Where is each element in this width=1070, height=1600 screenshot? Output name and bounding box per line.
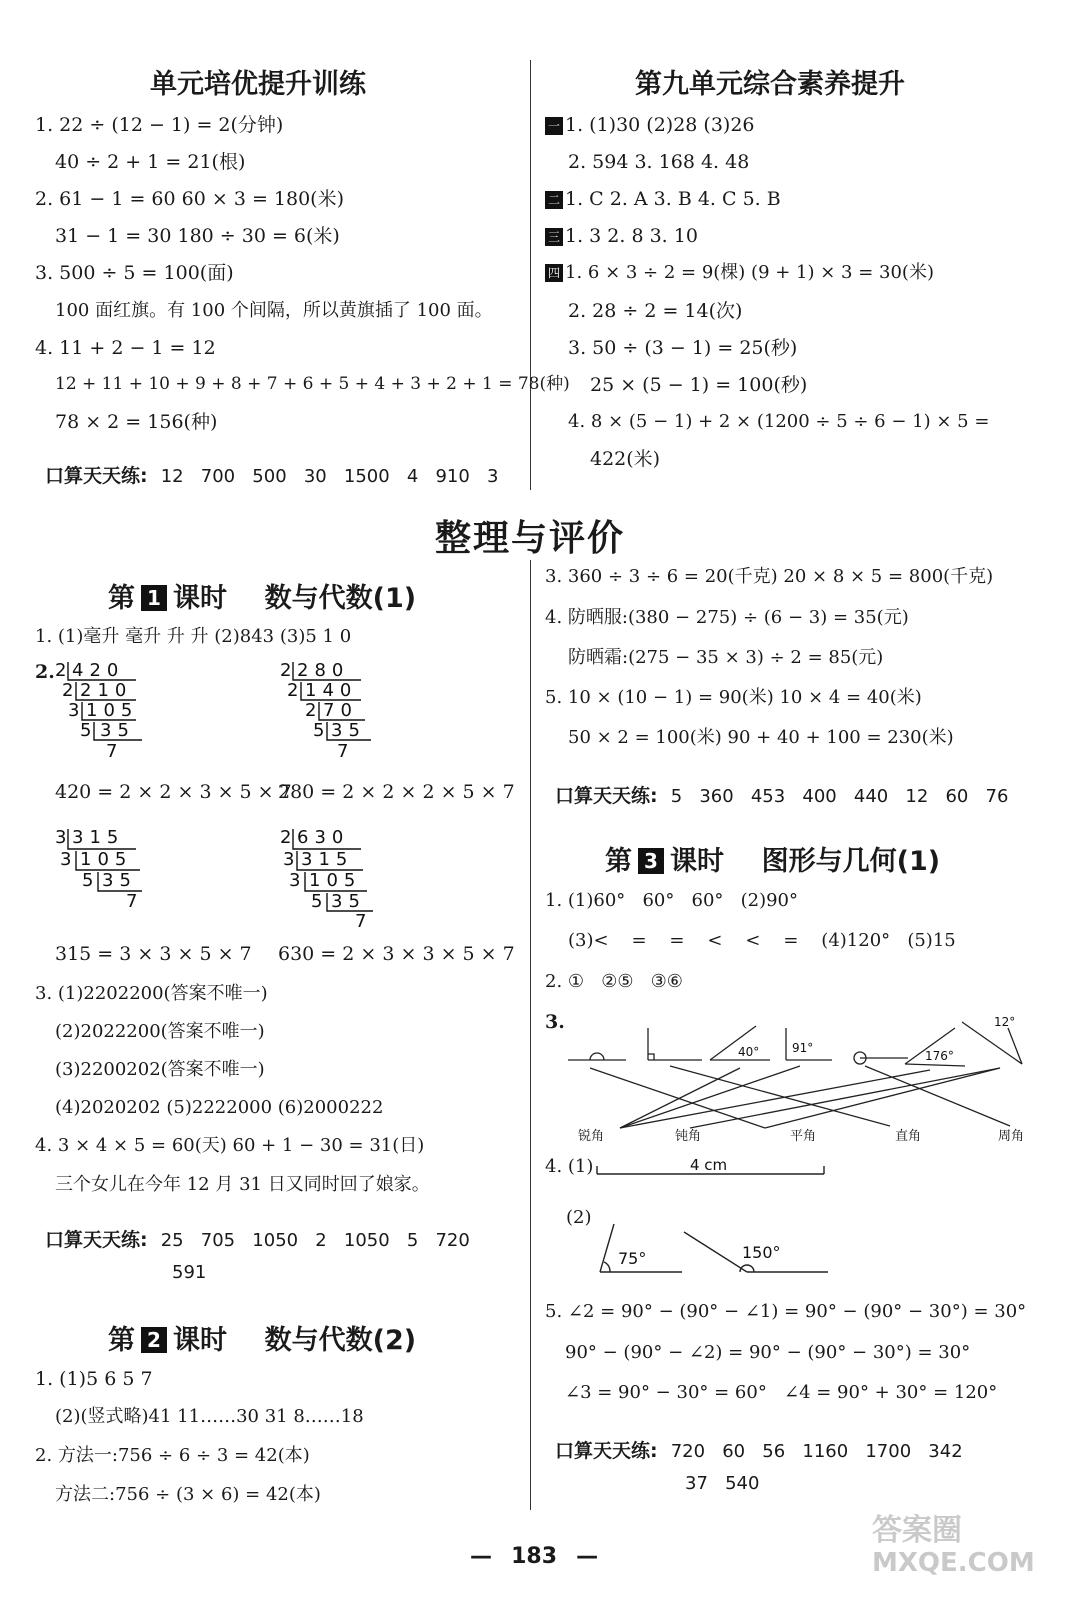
angle-label: 176° xyxy=(925,1049,954,1063)
answer-line: ∠3 = 90° − 30° = 60° ∠4 = 90° + 30° = 120° xyxy=(565,1382,998,1403)
answer-line: 100 面红旗。有 100 个间隔，所以黄旗插了 100 面。 xyxy=(55,300,493,321)
quotient: 35 xyxy=(331,891,366,912)
answer-line: 3. 500 ÷ 5 = 100(面) xyxy=(35,262,234,284)
lesson-suffix: 课时 数与代数(2) xyxy=(173,1325,417,1356)
page-number: 183 xyxy=(511,1544,558,1569)
answer-line: 3. 360 ÷ 3 ÷ 6 = 20(千克) 20 × 8 × 5 = 800(千克) xyxy=(545,566,994,587)
angle-type-label: 直角 xyxy=(895,1129,922,1143)
quotient: 35 xyxy=(102,870,137,891)
quotient: 35 xyxy=(100,720,135,741)
answer-line: 3. 50 ÷ (3 − 1) = 25(秒) xyxy=(568,337,798,359)
answer-line: 4. 11 + 2 − 1 = 12 xyxy=(35,337,216,359)
answer-line: 40 ÷ 2 + 1 = 21(根) xyxy=(55,151,246,173)
angle-type-label: 平角 xyxy=(790,1129,817,1143)
quotient: 210 xyxy=(80,680,133,701)
column-divider-top xyxy=(530,60,531,490)
measure-label: 4 cm xyxy=(690,1156,728,1174)
question-label: (2) xyxy=(566,1207,592,1228)
mental-math-values: 25 705 1050 2 1050 5 720 xyxy=(160,1230,470,1251)
answer-line: 2. 61 − 1 = 60 60 × 3 = 180(米) xyxy=(35,188,345,210)
mental-math-row xyxy=(555,781,1008,808)
short-division-315 xyxy=(50,825,190,915)
factorization: 280 = 2 × 2 × 2 × 5 × 7 xyxy=(278,781,515,803)
remainder: 7 xyxy=(126,891,138,912)
mental-math-values: 5 360 453 400 440 12 60 76 xyxy=(670,786,1009,807)
quotient: 105 xyxy=(86,700,139,721)
section-mark: 二 xyxy=(545,191,563,209)
lesson-prefix: 第 xyxy=(605,846,632,877)
mental-math-label: 口算天天练: xyxy=(555,1440,658,1462)
answer-line: 5. 10 × (10 − 1) = 90(米) 10 × 4 = 40(米) xyxy=(545,687,922,708)
question-label: 2. xyxy=(35,661,55,683)
answer-line: (3)< = = < < = (4)120° (5)15 xyxy=(568,930,956,951)
answer-line: 2. 594 3. 168 4. 48 xyxy=(568,151,750,173)
mental-math-values: 12 700 500 30 1500 4 910 3 xyxy=(160,466,499,487)
answer-line: 方法二:756 ÷ (3 × 6) = 42(本) xyxy=(55,1484,321,1505)
section-mark: 四 xyxy=(545,264,563,282)
quotient: 70 xyxy=(323,700,358,721)
lesson-1-title xyxy=(108,576,416,615)
page-footer xyxy=(470,1544,598,1569)
answer-line xyxy=(545,190,781,209)
quotient: 315 xyxy=(301,849,354,870)
answer-line: 三个女儿在今年 12 月 31 日又同时回了娘家。 xyxy=(55,1174,430,1195)
angle-matching-diagram xyxy=(560,1008,1040,1143)
answer-line: 1. (1)毫升 毫升 升 升 (2)843 (3)5 1 0 xyxy=(35,626,352,647)
short-division-630 xyxy=(275,825,415,931)
divisor: 3 xyxy=(60,849,72,870)
answer-line: 50 × 2 = 100(米) 90 + 40 + 100 = 230(米) xyxy=(568,727,954,748)
answer-line: 防晒霜:(275 − 35 × 3) ÷ 2 = 85(元) xyxy=(568,647,884,668)
divisor: 2 xyxy=(280,660,292,681)
footer-dash: — xyxy=(470,1544,492,1569)
left-top-title: 单元培优提升训练 xyxy=(150,69,366,100)
factorization: 315 = 3 × 3 × 5 × 7 xyxy=(55,943,252,965)
question-label: 3. xyxy=(545,1011,565,1033)
angle-label: 91° xyxy=(792,1041,814,1055)
dividend: 420 xyxy=(72,660,125,681)
answer-line: 4. 8 × (5 − 1) + 2 × (1200 ÷ 5 ÷ 6 − 1) × 5 = xyxy=(568,411,990,432)
answer-line: 3. (1)2202200(答案不唯一) xyxy=(35,983,268,1004)
lesson-3-title xyxy=(605,839,940,878)
lesson-suffix: 课时 图形与几何(1) xyxy=(670,846,941,877)
answer-text: 1. C 2. A 3. B 4. C 5. B xyxy=(565,188,781,210)
section-mark: 一 xyxy=(545,117,563,135)
quotient: 105 xyxy=(309,870,362,891)
section-mark: 三 xyxy=(545,228,563,246)
lesson-suffix: 课时 数与代数(1) xyxy=(173,583,417,614)
segment-4cm xyxy=(592,1150,832,1180)
remainder: 7 xyxy=(355,911,367,931)
answer-line: 2. 28 ÷ 2 = 14(次) xyxy=(568,300,743,322)
answer-text: 1. 6 × 3 ÷ 2 = 9(棵) (9 + 1) × 3 = 30(米) xyxy=(565,262,934,283)
remainder: 7 xyxy=(337,741,349,762)
mental-math-row xyxy=(45,461,498,488)
answer-line: 2. ① ②⑤ ③⑥ xyxy=(545,971,683,992)
short-division-420 xyxy=(50,658,190,764)
lesson-number-badge: 2 xyxy=(141,1327,167,1353)
divisor: 3 xyxy=(289,870,301,891)
dividend: 630 xyxy=(297,827,350,848)
divisor: 3 xyxy=(55,827,67,848)
lesson-2-title xyxy=(108,1318,416,1357)
answer-line xyxy=(545,227,698,246)
quotient: 140 xyxy=(305,680,358,701)
lesson-prefix: 第 xyxy=(108,1325,135,1356)
divisor: 2 xyxy=(287,680,299,701)
divisor: 2 xyxy=(62,680,74,701)
answer-line: (3)2200202(答案不唯一) xyxy=(55,1059,265,1080)
angle-type-label: 周角 xyxy=(998,1129,1025,1143)
divisor: 5 xyxy=(82,870,94,891)
answer-line: (2)2022200(答案不唯一) xyxy=(55,1021,265,1042)
mental-math-label: 口算天天练: xyxy=(45,1229,148,1251)
answer-text: 1. 3 2. 8 3. 10 xyxy=(565,225,698,247)
angle-label: 40° xyxy=(738,1045,760,1059)
answer-line: 90° − (90° − ∠2) = 90° − (90° − 30°) = 30° xyxy=(565,1342,971,1363)
divisor: 5 xyxy=(313,720,325,741)
answer-line: 31 − 1 = 30 180 ÷ 30 = 6(米) xyxy=(55,225,340,247)
divisor: 3 xyxy=(283,849,295,870)
right-top-title: 第九单元综合素养提升 xyxy=(635,69,905,100)
answer-line: 4. 3 × 4 × 5 = 60(天) 60 + 1 − 30 = 31(日) xyxy=(35,1135,425,1156)
answer-line: 78 × 2 = 156(种) xyxy=(55,411,218,433)
answer-line: 4. 防晒服:(380 − 275) ÷ (6 − 3) = 35(元) xyxy=(545,607,909,628)
angle-label: 150° xyxy=(742,1243,781,1262)
mental-math-label: 口算天天练: xyxy=(45,465,148,487)
mental-math-row xyxy=(555,1436,963,1463)
angle-type-label: 锐角 xyxy=(578,1129,605,1143)
mental-math-values: 37 540 xyxy=(685,1473,760,1494)
answer-line xyxy=(545,116,755,135)
drawn-angles xyxy=(592,1222,837,1277)
watermark-logo: 答案圈 xyxy=(872,1513,962,1548)
lesson-number-badge: 3 xyxy=(638,848,664,874)
answer-text: 1. (1)30 (2)28 (3)26 xyxy=(565,114,755,136)
answer-line: 12 + 11 + 10 + 9 + 8 + 7 + 6 + 5 + 4 + 3 + 2 + 1 = 78(种) xyxy=(55,374,570,394)
answer-line: (4)2020202 (5)2222000 (6)2000222 xyxy=(55,1097,384,1118)
section-title: 整理与评价 xyxy=(435,518,626,559)
answer-line: 5. ∠2 = 90° − (90° − ∠1) = 90° − (90° − 30°) = 30° xyxy=(545,1301,1027,1322)
dividend: 315 xyxy=(72,827,125,848)
footer-dash: — xyxy=(576,1544,599,1569)
answer-line: (2)(竖式略)41 11……30 31 8……18 xyxy=(55,1406,364,1427)
divisor: 2 xyxy=(305,700,317,721)
answer-line: 422(米) xyxy=(590,448,661,470)
answer-line xyxy=(545,264,934,282)
angle-type-label: 钝角 xyxy=(675,1129,702,1143)
lesson-prefix: 第 xyxy=(108,583,135,614)
divisor: 2 xyxy=(55,660,67,681)
factorization: 420 = 2 × 2 × 3 × 5 × 7 xyxy=(55,781,292,803)
dividend: 280 xyxy=(297,660,350,681)
remainder: 7 xyxy=(106,741,118,762)
answer-line: 2. 方法一:756 ÷ 6 ÷ 3 = 42(本) xyxy=(35,1445,310,1466)
answer-line: 1. (1)5 6 5 7 xyxy=(35,1368,153,1390)
divisor: 5 xyxy=(80,720,92,741)
mental-math-values: 720 60 56 1160 1700 342 xyxy=(670,1441,963,1462)
mental-math-values: 591 xyxy=(172,1262,207,1283)
angle-label: 12° xyxy=(994,1015,1016,1029)
answer-line: 1. 22 ÷ (12 − 1) = 2(分钟) xyxy=(35,114,284,136)
angle-label: 75° xyxy=(618,1249,647,1268)
mental-math-row xyxy=(45,1225,470,1252)
answer-line: 1. (1)60° 60° 60° (2)90° xyxy=(545,890,799,911)
watermark: MXQE.COM xyxy=(872,1548,1035,1578)
divisor: 2 xyxy=(280,827,292,848)
mental-math-label: 口算天天练: xyxy=(555,785,658,807)
quotient: 105 xyxy=(80,849,133,870)
factorization: 630 = 2 × 3 × 3 × 5 × 7 xyxy=(278,943,515,965)
divisor: 5 xyxy=(311,891,323,912)
answer-line: 25 × (5 − 1) = 100(秒) xyxy=(590,374,808,396)
short-division-280 xyxy=(275,658,415,764)
quotient: 35 xyxy=(331,720,366,741)
column-divider-bottom xyxy=(530,560,531,1510)
question-label: 4. (1) xyxy=(545,1156,594,1177)
divisor: 3 xyxy=(68,700,80,721)
lesson-number-badge: 1 xyxy=(141,585,167,611)
